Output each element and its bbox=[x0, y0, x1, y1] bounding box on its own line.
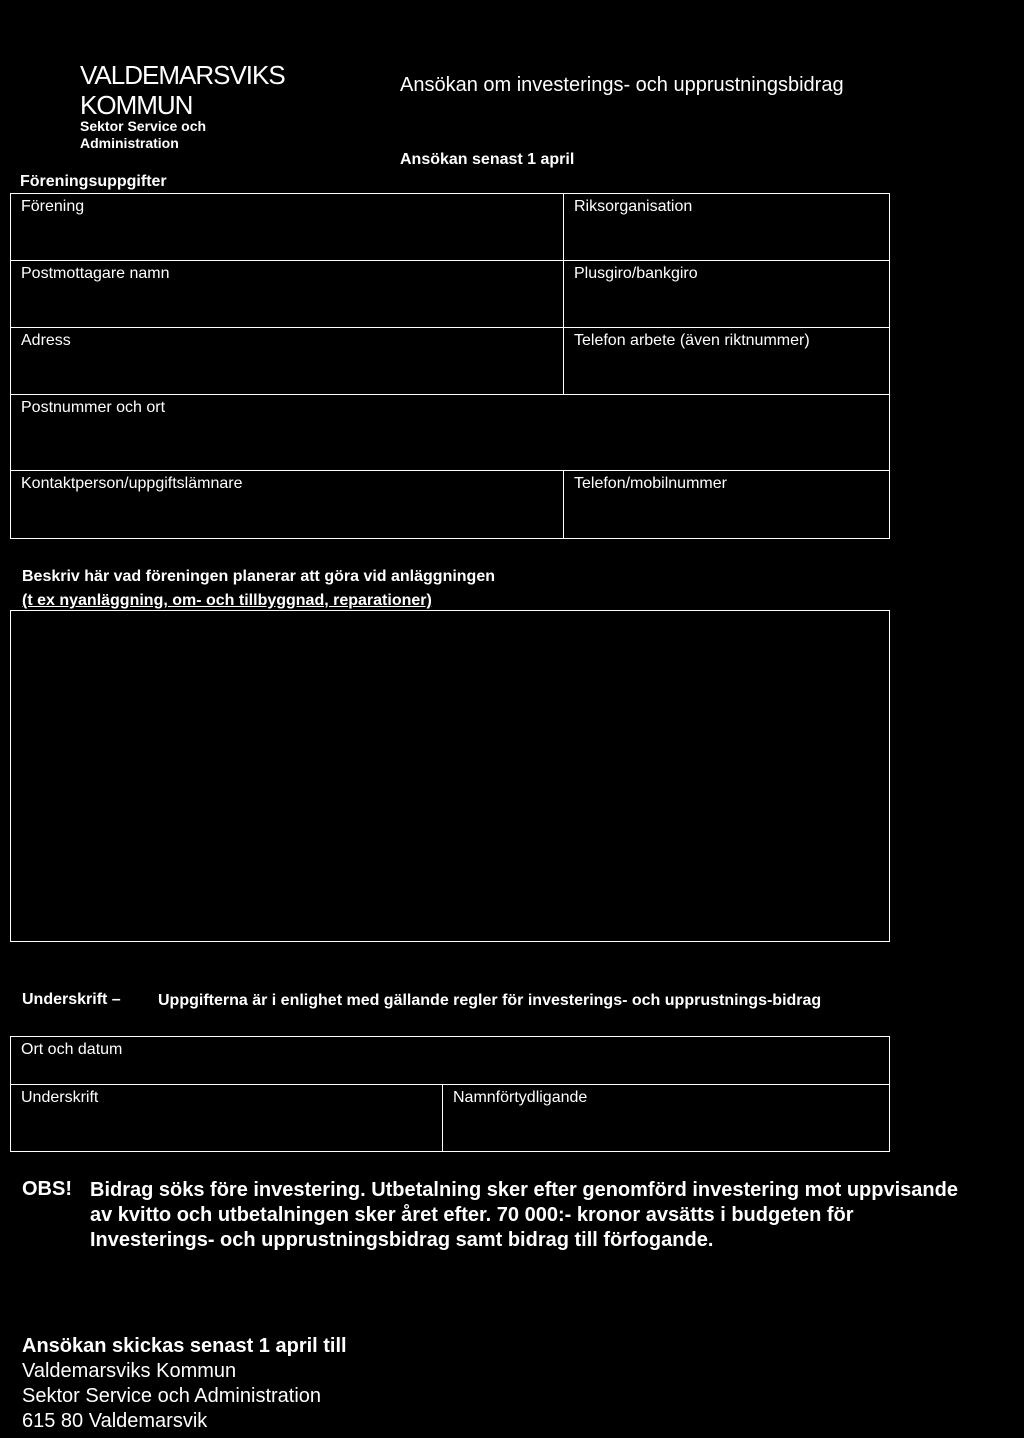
field-plusgiro[interactable] bbox=[563, 260, 890, 328]
association-grid bbox=[10, 193, 890, 539]
field-label: Ort och datum bbox=[21, 1041, 123, 1058]
send-address-line1: Valdemarsviks Kommun bbox=[22, 1360, 237, 1382]
org-name-line1: VALDEMARSVIKS bbox=[80, 60, 285, 90]
field-label: Riksorganisation bbox=[574, 198, 693, 215]
deadline-text: Ansökan senast 1 april bbox=[400, 151, 575, 168]
signature-heading: Underskrift – bbox=[22, 991, 121, 1008]
org-sector-line1: Sektor Service och bbox=[80, 118, 207, 134]
description-subheading: (t ex nyanläggning, om- och tillbyggnad, reparationer) bbox=[22, 592, 432, 609]
field-label: Kontaktperson/uppgiftslämnare bbox=[21, 475, 243, 492]
field-telefon-arbete[interactable] bbox=[563, 327, 890, 395]
note-text: Bidrag söks före investering. Utbetalning sker efter genomförd investering mot uppvisande av kvitto och utbetalningen sker året efter. 70 000:- kronor avsätts i budgeten för Investerings- och upprustningsbidrag samt bidrag till förfogande. bbox=[90, 1179, 958, 1251]
note-label: OBS! bbox=[22, 1178, 72, 1200]
field-label: Underskrift bbox=[21, 1089, 99, 1106]
send-address-line3: 615 80 Valdemarsvik bbox=[22, 1410, 208, 1432]
field-ort-datum[interactable] bbox=[10, 1036, 890, 1085]
field-postnummer[interactable] bbox=[10, 394, 890, 471]
field-postmottagare[interactable] bbox=[10, 260, 564, 328]
field-kontaktperson[interactable] bbox=[10, 470, 564, 539]
send-heading: Ansökan skickas senast 1 april till bbox=[22, 1335, 347, 1357]
signature-statement: Uppgifterna är i enlighet med gällande regler för investerings- och upprustnings-bidrag bbox=[158, 992, 822, 1009]
field-label: Postmottagare namn bbox=[21, 265, 170, 282]
field-namnfortydligande[interactable] bbox=[442, 1084, 890, 1152]
field-telefon-mobil[interactable] bbox=[563, 470, 890, 539]
field-adress[interactable] bbox=[10, 327, 564, 395]
field-underskrift[interactable] bbox=[10, 1084, 443, 1152]
section-title: Föreningsuppgifter bbox=[20, 173, 167, 190]
description-textarea[interactable] bbox=[10, 610, 890, 942]
field-label: Förening bbox=[21, 198, 85, 215]
field-label: Adress bbox=[21, 332, 71, 349]
field-label: Telefon/mobilnummer bbox=[574, 475, 727, 492]
field-forening[interactable] bbox=[10, 193, 564, 261]
field-label: Telefon arbete (även riktnummer) bbox=[574, 332, 810, 349]
form-title: Ansökan om investerings- och upprustningsbidrag bbox=[400, 74, 844, 96]
field-label: Plusgiro/bankgiro bbox=[574, 265, 698, 282]
org-name-line2: KOMMUN bbox=[80, 90, 193, 120]
field-label: Postnummer och ort bbox=[21, 399, 166, 416]
signature-grid bbox=[10, 1036, 890, 1152]
description-heading: Beskriv här vad föreningen planerar att göra vid anläggningen bbox=[22, 568, 495, 585]
field-riksorganisation[interactable] bbox=[563, 193, 890, 261]
send-address-line2: Sektor Service och Administration bbox=[22, 1385, 322, 1407]
org-sector-line2: Administration bbox=[80, 135, 179, 151]
field-label: Namnförtydligande bbox=[453, 1089, 588, 1106]
